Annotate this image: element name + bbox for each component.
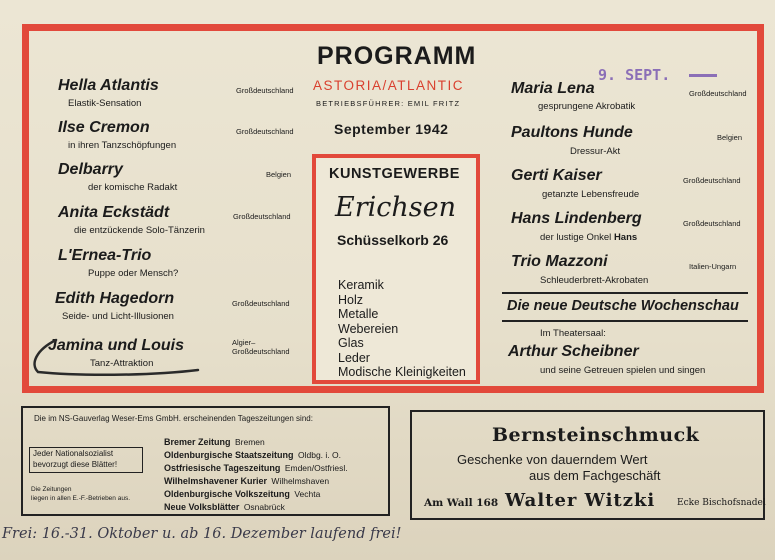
act-country: Großdeutschland <box>689 89 747 98</box>
newspaper-entry: Wilhelmshavener Kurier Wilhelmshaven <box>164 476 330 486</box>
newspaper-entry: Bremer Zeitung Bremen <box>164 437 265 447</box>
act-description: getanzte Lebensfreude <box>542 189 640 200</box>
amber-ad-line: Geschenke von dauerndem Wert <box>457 452 648 467</box>
act-country: Großdeutschland <box>683 219 741 228</box>
ad-item: Holz <box>338 292 364 307</box>
act-name: Hella Atlantis <box>58 77 159 94</box>
amber-ad-shop-name: Walter Witzki <box>505 490 656 511</box>
act-description: Schleuderbrett-Akrobaten <box>540 275 649 286</box>
act-description: die entzückende Solo-Tänzerin <box>74 225 205 236</box>
act-name: Anita Eckstädt <box>58 204 170 221</box>
act-country: Großdeutschland <box>236 86 294 95</box>
newspaper-entry: Ostfriesische Tageszeitung Emden/Ostfriesl. <box>164 463 348 473</box>
act-country: Großdeutschland <box>236 127 294 136</box>
amber-ad-corner: Ecke Bischofsnadel <box>677 498 766 508</box>
slogan-line: Jeder Nationalsozialist <box>33 449 114 458</box>
ad-item: Metalle <box>338 307 379 321</box>
ad-item: Webereien <box>338 321 399 336</box>
ad-item: Keramik <box>338 278 384 292</box>
theater-performer: Arthur Scheibner <box>508 343 639 360</box>
act-country: Großdeutschland <box>233 212 291 221</box>
act-description: Seide- und Licht-Illusionen <box>62 311 174 322</box>
wochenschau-title: Die neue Deutsche Wochenschau <box>507 298 739 314</box>
act-country: Großdeutschland <box>683 176 741 185</box>
ad-item: Leder <box>338 350 370 365</box>
amber-ad-line: aus dem Fachgeschäft <box>529 468 661 483</box>
act-name: Paultons Hunde <box>511 124 633 141</box>
act-country: Algier– <box>232 338 256 347</box>
venue-name: ASTORIA/ATLANTIC <box>313 78 465 93</box>
act-name: Trio Mazzoni <box>511 253 608 270</box>
ad-item-list <box>338 278 466 380</box>
newspaper-entry: Oldenburgische Volkszeitung Vechta <box>164 489 321 499</box>
act-country: Großdeutschland <box>232 347 290 356</box>
act-name: L'Ernea-Trio <box>58 247 152 264</box>
newspaper-entry: Oldenburgische Staatszeitung Oldbg. i. O. <box>164 450 341 460</box>
act-name: Maria Lena <box>511 80 595 97</box>
distribution-note: Die Zeitungen <box>31 486 72 493</box>
act-country: Belgien <box>717 133 743 142</box>
theater-intro: Im Theatersaal: <box>540 328 606 339</box>
act-description: Puppe oder Mensch? <box>88 268 179 279</box>
act-description: Dressur-Akt <box>570 146 621 157</box>
ad-item: Glas <box>338 336 364 350</box>
ad-item: Modische Kleinigkeiten <box>338 365 466 379</box>
slogan-line: bevorzugt diese Blätter! <box>33 460 118 469</box>
act-name: Ilse Cremon <box>58 119 150 136</box>
act-description: gesprungene Akrobatik <box>538 101 636 112</box>
act-description: Tanz-Attraktion <box>90 358 154 369</box>
act-description: in ihren Tanzschöpfungen <box>68 140 177 151</box>
page-title: PROGRAMM <box>317 42 477 70</box>
newspaper-entry: Neue Volksblätter Osnabrück <box>164 502 285 512</box>
act-name: Hans Lindenberg <box>511 210 642 227</box>
act-description: der komische Radakt <box>88 182 178 193</box>
ad-address: Schüsselkorb 26 <box>337 232 449 248</box>
act-country: Großdeutschland <box>232 299 290 308</box>
newspaper-intro: Die im NS-Gauverlag Weser-Ems GmbH. erscheinenden Tageszeitungen sind: <box>34 414 313 423</box>
pencil-mark-icon <box>18 330 208 380</box>
theater-description: und seine Getreuen spielen und singen <box>540 365 706 376</box>
amber-ad-title: Bernsteinschmuck <box>492 424 700 446</box>
divider <box>502 320 748 322</box>
director-line: BETRIEBSFÜHRER: EMIL FRITZ <box>316 99 461 108</box>
act-description: Elastik-Sensation <box>68 98 142 109</box>
program-date: September 1942 <box>334 121 449 137</box>
act-country: Belgien <box>266 170 292 179</box>
act-country: Italien-Ungarn <box>689 262 737 271</box>
act-name: Edith Hagedorn <box>55 290 175 307</box>
ad-brand-name: Erichsen <box>335 192 456 223</box>
amber-ad-address: Am Wall 168 <box>424 497 499 509</box>
ad-heading: KUNSTGEWERBE <box>329 166 460 182</box>
distribution-note: liegen in allen E.-F.-Betrieben aus. <box>31 495 131 502</box>
divider <box>502 292 748 294</box>
act-name: Delbarry <box>58 161 123 178</box>
act-name: Jamina und Louis <box>48 337 185 354</box>
handwritten-note: Frei: 16.-31. Oktober u. ab 16. Dezember laufend frei! <box>2 526 402 542</box>
date-stamp: 9. SEPT. <box>598 66 717 84</box>
act-description: der lustige Onkel Hans <box>540 232 638 243</box>
act-name: Gerti Kaiser <box>511 167 602 184</box>
